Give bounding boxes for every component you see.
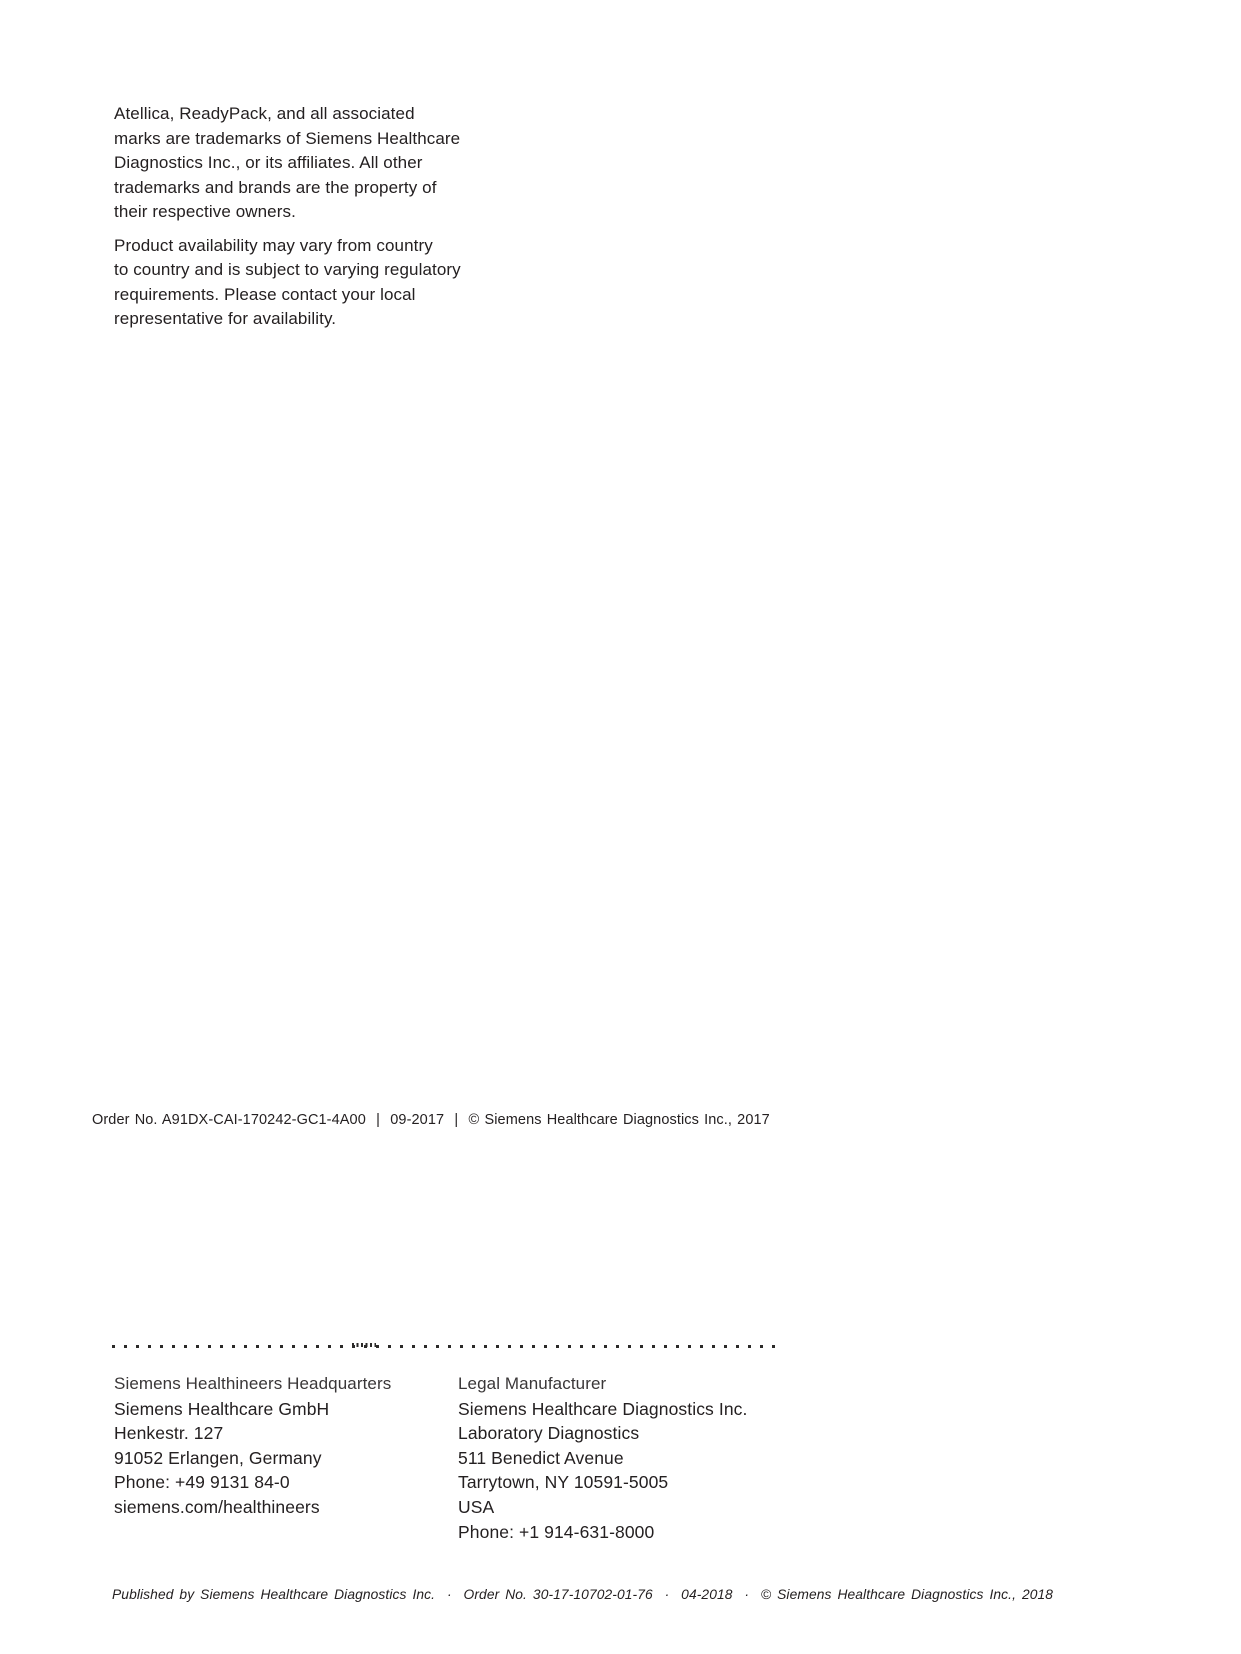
legal-manufacturer-heading: Legal Manufacturer bbox=[458, 1374, 607, 1393]
paragraph-line: to country and is subject to varying regulatory bbox=[114, 260, 461, 279]
legal-manufacturer-address-block bbox=[458, 1372, 798, 1544]
address-line: 511 Benedict Avenue bbox=[458, 1447, 624, 1468]
phone-line: Phone: +1 914-631-8000 bbox=[458, 1521, 655, 1542]
paragraph-line: Atellica, ReadyPack, and all associated bbox=[114, 104, 415, 123]
address-line: 91052 Erlangen, Germany bbox=[114, 1447, 322, 1468]
paragraph-line: Diagnostics Inc., or its affiliates. All other bbox=[114, 153, 423, 172]
paragraph-line: marks are trademarks of Siemens Healthcare bbox=[114, 128, 461, 148]
address-line: Siemens Healthcare GmbH bbox=[114, 1398, 330, 1419]
address-line: Henkestr. 127 bbox=[114, 1423, 224, 1444]
paragraph-line: their respective owners. bbox=[114, 202, 296, 221]
website-url: siemens.com/healthineers bbox=[114, 1496, 320, 1517]
address-line: Siemens Healthcare Diagnostics Inc. bbox=[458, 1398, 748, 1419]
dotted-separator bbox=[112, 1345, 779, 1348]
legal-notices bbox=[114, 102, 534, 332]
availability-notice-paragraph bbox=[114, 234, 534, 332]
paragraph-line: requirements. Please contact your local bbox=[114, 284, 416, 304]
address-line: Laboratory Diagnostics bbox=[458, 1423, 640, 1444]
paragraph-line: representative for availability. bbox=[114, 309, 337, 328]
headquarters-address-block bbox=[114, 1372, 454, 1520]
address-line: USA bbox=[458, 1496, 495, 1517]
phone-line: Phone: +49 9131 84-0 bbox=[114, 1472, 290, 1493]
trademark-notice-paragraph bbox=[114, 102, 534, 225]
headquarters-heading: Siemens Healthineers Headquarters bbox=[114, 1374, 392, 1393]
address-line: Tarrytown, NY 10591-5005 bbox=[458, 1472, 669, 1493]
order-number-line: Order No. A91DX-CAI-170242-GC1-4A00 | 09-2017 | © Siemens Healthcare Diagnostics Inc., 2017 bbox=[92, 1112, 770, 1128]
dense-dots-segment bbox=[352, 1343, 376, 1347]
paragraph-line: Product availability may vary from country bbox=[114, 235, 433, 255]
published-by-line: Published by Siemens Healthcare Diagnostics Inc. · Order No. 30-17-10702-01-76 · 04-2018 · © Siemens Healthcare Diagnostics Inc., 2018 bbox=[112, 1587, 1054, 1602]
paragraph-line: trademarks and brands are the property of bbox=[114, 177, 437, 197]
